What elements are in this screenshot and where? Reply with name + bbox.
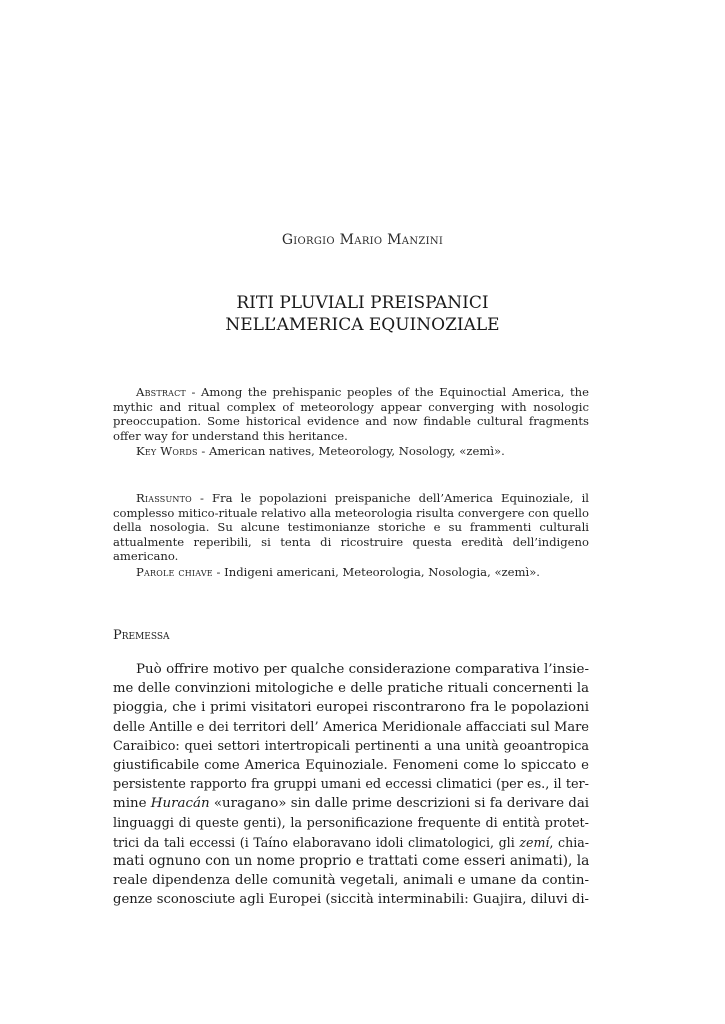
body-italic-term: zemí [519, 834, 550, 850]
abstract-english [113, 385, 589, 459]
parole-chiave-text: - Indigeni americani, Meteorologia, Nosologia, «zemì». [212, 564, 540, 579]
body-text [113, 660, 589, 910]
title-line-2: NELL’AMERICA EQUINOZIALE [225, 315, 500, 335]
body-line: mati ognuno con un nome proprio e trattati come esseri animati), la [113, 853, 589, 870]
abstract-text: - Among the prehispanic peoples of the Equinoctial America, the mythic and ritual complex of meteorology appear converging with nosologic preoccupation. Some historical evidence and now findable cultural fragments offer way for understand this heritance. [113, 385, 589, 443]
keywords-text: - American natives, Meteorology, Nosology, «zemì». [197, 444, 505, 459]
abstract-label: Abstract [136, 385, 186, 399]
body-line: linguaggi di queste genti), la personificazione frequente di entità protet- [113, 815, 589, 831]
riassunto-text: - Fra le popolazioni preispaniche dell’America Equinoziale, il complesso mitico-rituale relativo alla meteorologia risulta convergere con quello della nosologia. Su alcune testimonianze storiche e su frammenti culturali attualmente reperibili, si tenta di ricostruire questa eredità dell’indigeno americano. [113, 491, 589, 564]
body-text-run: , chia- [549, 834, 589, 850]
body-text-run: «uragano» sin dalle prime descrizioni si fa derivare dai [209, 796, 589, 812]
body-line: genze sconosciute agli Europei (siccità interminabili: Guajira, diluvi di- [113, 892, 589, 908]
section-heading: Premessa [113, 628, 170, 643]
body-line: pioggia, che i primi visitatori europei riscontrarono fra le popolazioni [113, 700, 589, 716]
parole-chiave-label: Parole chiave [136, 564, 213, 579]
body-line: Caraibico: quei settori intertropicali pertinenti a una unità geoantropica [113, 738, 589, 754]
body-line: giustificabile come America Equinoziale. Fenomeni come lo spiccato e [113, 758, 589, 774]
body-line: persistente rapporto fra gruppi umani ed eccessi climatici (per es., il ter- [113, 777, 589, 793]
abstract-italian [113, 491, 589, 580]
riassunto-paragraph [113, 491, 589, 564]
body-line: delle Antille e dei territori dell’ America Meridionale affacciati sul Mare [113, 719, 589, 735]
body-text-run: trici da tali eccessi (i Taíno elaboravano idoli climatologici, gli [113, 834, 520, 850]
body-line [113, 794, 589, 813]
title-line-1: RITI PLUVIALI PREISPANICI [236, 293, 489, 313]
paper-title [0, 292, 725, 336]
keywords-label: Key Words [136, 444, 198, 459]
keywords-paragraph [113, 444, 589, 459]
body-line: Può offrire motivo per qualche considerazione comparativa l’insie- [136, 662, 589, 677]
body-italic-term: Huracán [150, 796, 210, 812]
author-name: Giorgio Mario Manzini [281, 232, 444, 248]
riassunto-label: Riassunto [136, 491, 192, 505]
body-text-run: mine [113, 796, 151, 812]
parole-chiave-paragraph [113, 565, 589, 580]
body-line: me delle convinzioni mitologiche e delle pratiche rituali concernenti la [113, 681, 589, 697]
body-line [113, 833, 589, 852]
body-line: reale dipendenza delle comunità vegetali, animali e umane da contin- [113, 873, 589, 889]
abstract-paragraph [113, 385, 589, 443]
